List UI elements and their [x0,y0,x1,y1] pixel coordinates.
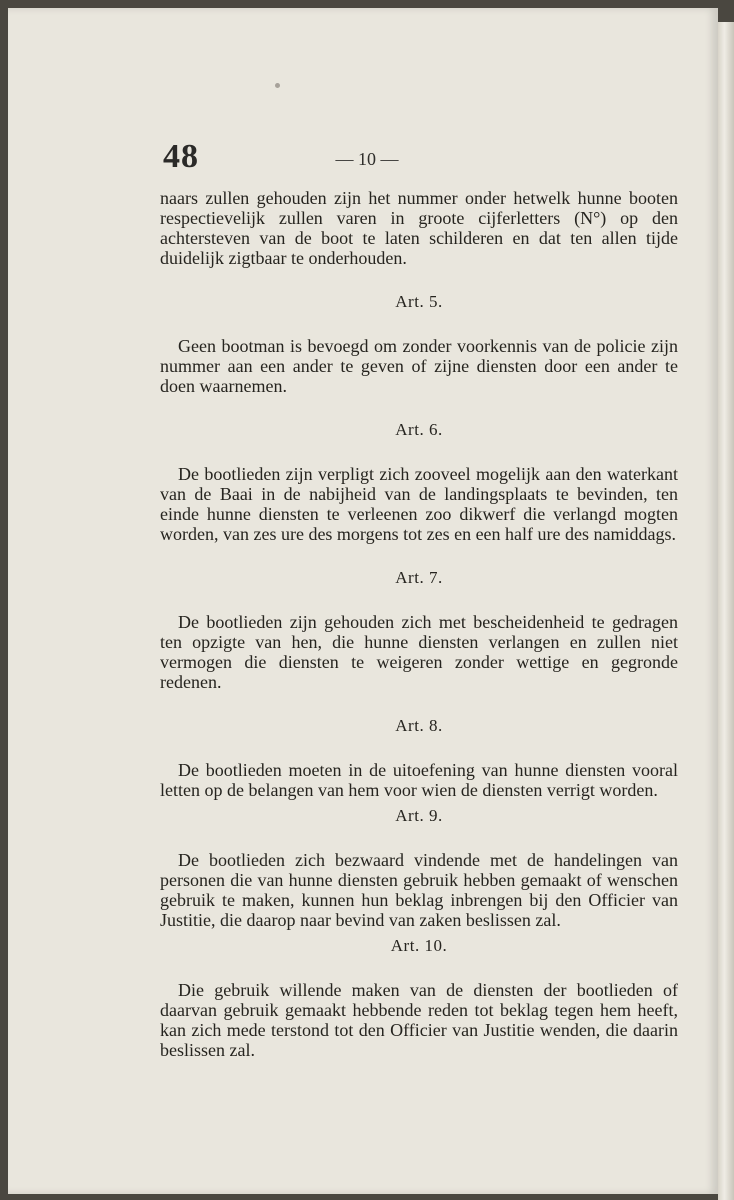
article-heading-5: Art. 5. [395,292,443,311]
document-body [160,188,678,1060]
paragraph-art10: Die gebruik willende maken van de diensten der bootlieden of daarvan gebruik gemaakt hebbende reden tot beklag tegen hem heeft, kan zich mede terstond tot den Officier van Justitie wenden, die daarin beslissen zal. [160,980,678,1060]
paragraph-art8: De bootlieden moeten in de uitoefening van hunne diensten vooral letten op de belangen van hem voor wien de diensten verrigt worden. [160,760,678,800]
paragraph-art6: De bootlieden zijn verpligt zich zooveel mogelijk aan den waterkant van de Baai in de nabijheid van de landingsplaats te bevinden, ten einde hunne diensten te verleenen zoo dikwerf die verlangd mogten worden, van zes ure des morgens tot zes en een half ure des namiddags. [160,464,678,544]
article-heading-9: Art. 9. [395,806,443,825]
article-heading-8: Art. 8. [395,716,443,735]
paragraph-art4-continued: naars zullen gehouden zijn het nummer onder hetwelk hunne booten respectievelijk zullen varen in groote cijferletters (N°) op den achtersteven van de boot te laten schilderen en dat ten allen tijde duidelijk zigtbaar te onderhouden. [160,188,678,268]
article-heading-7: Art. 7. [395,568,443,587]
page-number: 48 [163,138,199,175]
page-edge [718,22,734,1200]
paragraph-art9: De bootlieden zich bezwaard vindende met de handelingen van personen die van hunne diensten gebruik hebben gemaakt of wenschen gebruik te maken, kunnen hun beklag inbrengen bij den Officier van Justitie, die daarop naar bevind van zaken beslissen zal. [160,850,678,930]
paragraph-art5: Geen bootman is bevoegd om zonder voorkennis van de policie zijn nummer aan een ander te geven of zijne diensten door een ander te doen waarnemen. [160,336,678,396]
article-heading-6: Art. 6. [395,420,443,439]
article-heading-10: Art. 10. [390,936,448,955]
paragraph-art7: De bootlieden zijn gehouden zich met bescheidenheid te gedragen ten opzigte van hen, die hunne diensten verlangen en zullen niet vermogen die diensten te weigeren zonder wettige en gegronde redenen. [160,612,678,692]
ink-speck [275,83,280,88]
running-head: — 10 — [335,149,399,169]
